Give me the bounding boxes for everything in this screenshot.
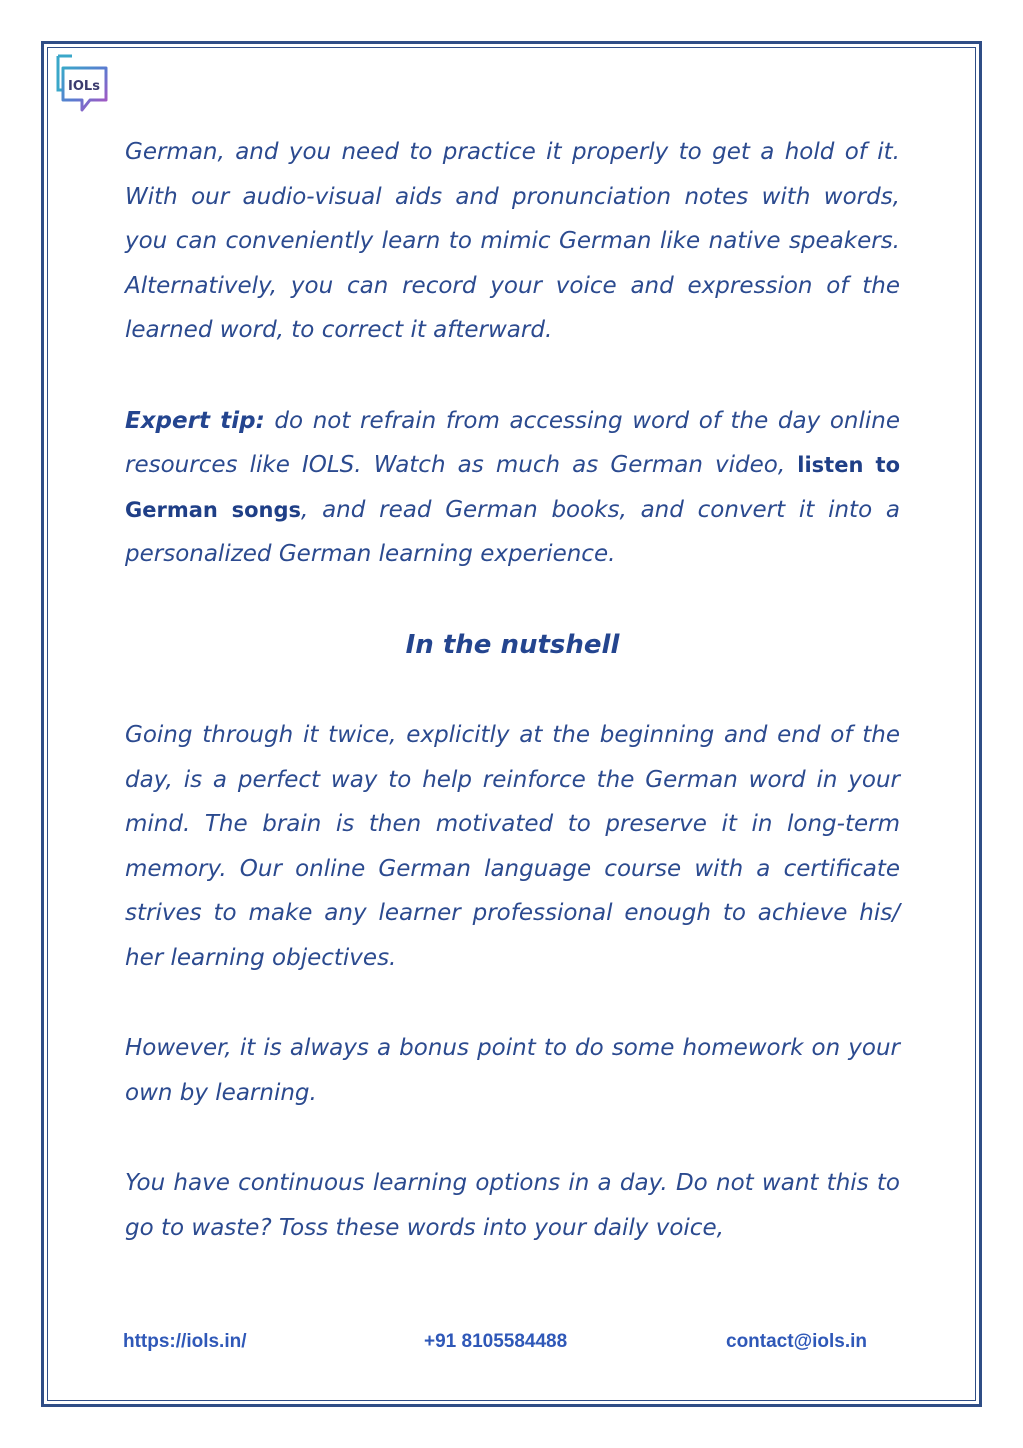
paragraph-pronunciation: German, and you need to practice it properly to get a hold of it. With our audio-visual aids and pronunciation notes with words, you can conveniently learn to mimic German like native speakers. Alternatively, you can record your voice and expression of the learned word, to correct it afterward. (125, 139, 900, 343)
expert-tip-text-1: do not refrain from accessing word of the day online resources like IOLS. Watch as much as German video, (125, 407, 900, 478)
footer-email-link[interactable]: contact@iols.in (726, 1331, 867, 1352)
expert-tip-label: Expert tip: (125, 407, 265, 434)
iols-logo (50, 50, 112, 116)
paragraph-homework: However, it is always a bonus point to do some homework on your own by learning. (125, 1035, 900, 1106)
paragraph-daily-voice: You have continuous learning options in a day. Do not want this to go to waste? Toss these words into your daily voice, (125, 1170, 900, 1241)
german-songs-link[interactable]: listen to German songs (125, 453, 900, 522)
document-body (125, 130, 900, 1250)
expert-tip-text-2: , and read German books, and convert it into a personalized German learning experience. (125, 496, 900, 567)
footer-website-link[interactable]: https://iols.in/ (123, 1331, 247, 1352)
svg-text:IOLs: IOLs (68, 79, 100, 94)
footer-phone[interactable]: +91 8105584488 (424, 1331, 568, 1352)
paragraph-nutshell: Going through it twice, explicitly at the beginning and end of the day, is a perfect way to help reinforce the German word in your mind. The brain is then motivated to preserve it in long-term memory. Our online German language course with a certificate strives to make any learner professional enough to achieve his/ her learning objectives. (125, 722, 900, 971)
paragraph-expert-tip (125, 399, 900, 577)
logo-icon (50, 50, 112, 116)
page-footer (123, 1331, 883, 1359)
section-heading: In the nutshell (405, 629, 620, 660)
